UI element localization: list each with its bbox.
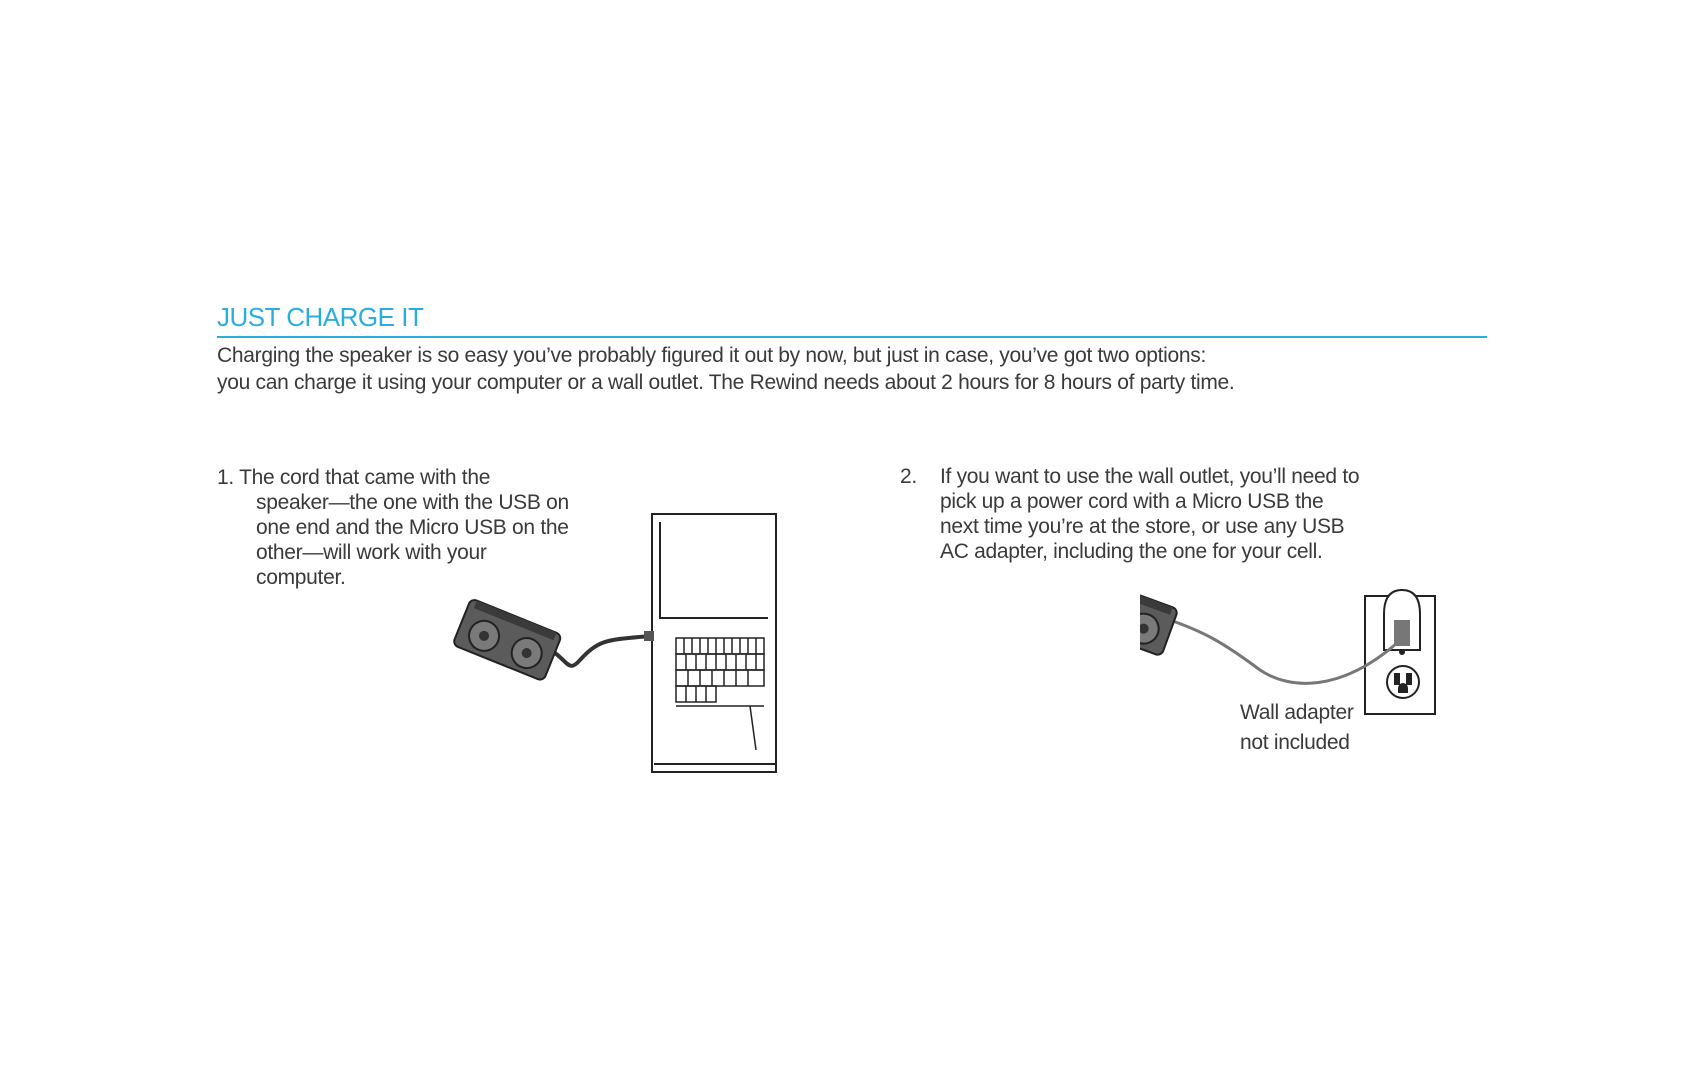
step-1-line: computer. [256,566,346,589]
step-1-line: The cord that came with the [239,466,491,489]
step-2-body [940,464,1359,564]
wall-adapter-caption [1240,698,1354,758]
intro-paragraph [217,342,1517,396]
step-2-line: If you want to use the wall outlet, you’ll need to [940,465,1360,488]
power-cord-icon [1164,618,1396,683]
step-1-line: other—will work with your [256,541,487,564]
usb-cable-icon [548,631,654,666]
title-divider [217,336,1487,338]
step-1-line: one end and the Micro USB on the [256,516,569,539]
step-2-line: pick up a power cord with a Micro USB the [940,490,1324,513]
wall-adapter-icon [1384,590,1420,655]
intro-line: you can charge it using your computer or a wall outlet. The Rewind needs about 2 hours for 8 hours of party time. [217,371,1235,394]
laptop-icon [652,514,776,772]
step-2-number: 2. [900,465,917,488]
caption-line: not included [1240,731,1350,754]
step-1-number: 1. [217,466,234,489]
speaker-icon [1140,580,1178,656]
speaker-icon [452,598,562,681]
section-title: JUST CHARGE IT [217,302,424,332]
step-2-line: next time you’re at the store, or use any USB [940,515,1345,538]
step-2-line: AC adapter, including the one for your cell. [940,540,1323,563]
step-1-line: speaker—the one with the USB on [256,491,569,514]
step-1-first-line [217,465,569,490]
intro-line: Charging the speaker is so easy you’ve probably figured it out by now, but just in case, you’ve got two options: [217,344,1206,367]
speaker-laptop-illustration [450,510,790,780]
caption-line: Wall adapter [1240,701,1354,724]
